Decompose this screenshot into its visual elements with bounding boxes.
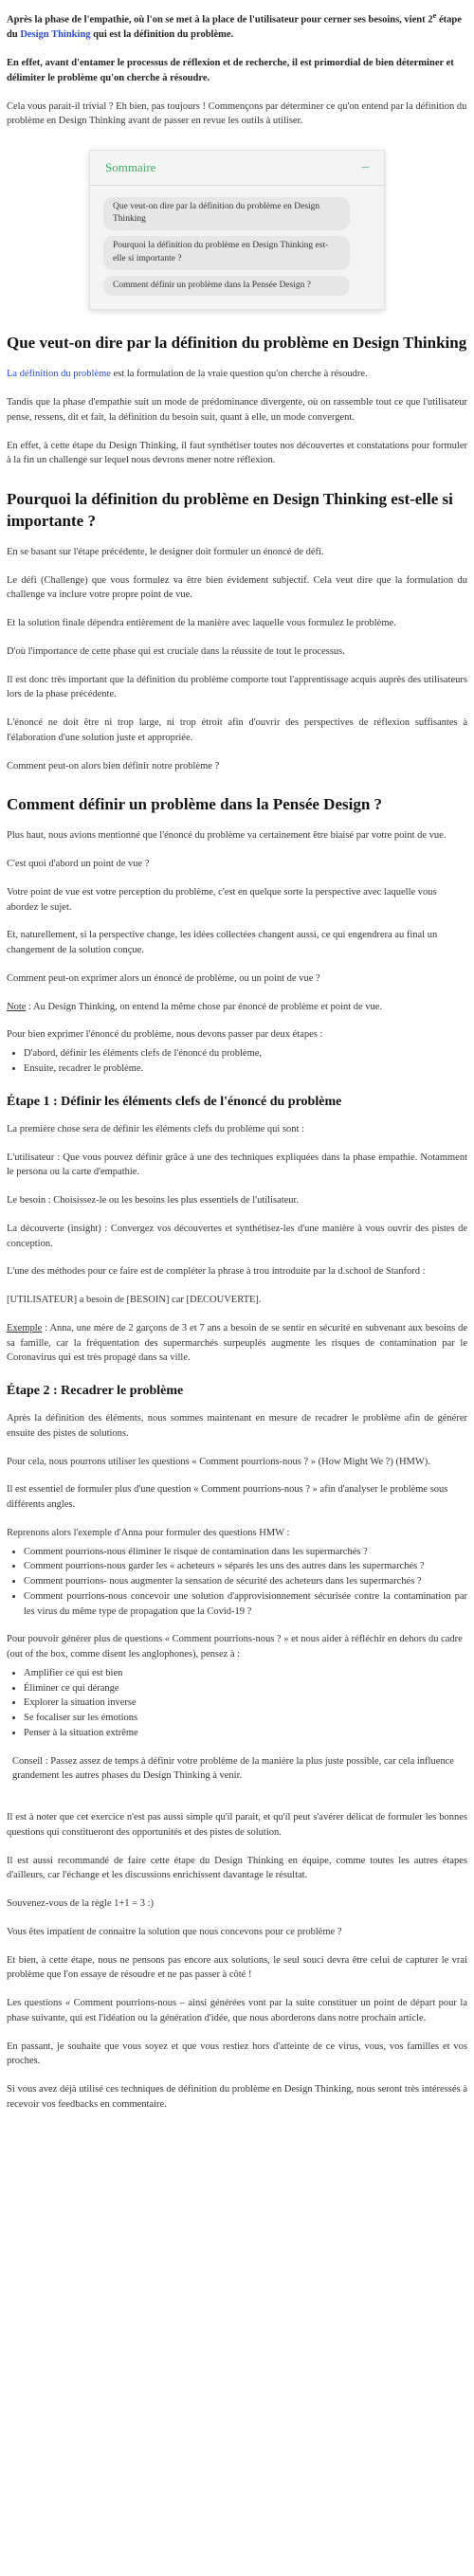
toc-item-how-to[interactable]: Comment définir un problème dans la Pensée Design ? — [103, 276, 350, 297]
paragraph: En effet, à cette étape du Design Thinking, il faut synthétiser toutes nos découvertes et constatations pour formuler à la fin un challenge sur lequel nous devrons mener notre réflexion. — [7, 440, 467, 466]
toc-title: Sommaire — [105, 160, 156, 174]
paragraph: L'énoncé ne doit être ni trop large, ni trop étroit afin d'ouvrir des perspectives de réflexion suffisantes à l'élaboration d'une solution juste et appropriée. — [7, 717, 467, 743]
intro-text: qui est la définition du problème. — [90, 29, 234, 41]
note-paragraph — [7, 1000, 467, 1015]
list-item: • Comment pourrions-nous éliminer le risque de contamination dans les supermarchés ? — [24, 1545, 467, 1560]
note-label: Note — [7, 1001, 27, 1012]
paragraph: Il est à noter que cet exercice n'est pas aussi simple qu'il parait, et qu'il peut s'avérer délicat de formuler les bonnes questions qui constitueront des opportunités et des pistes de solution. — [7, 1812, 467, 1838]
paragraph: Et, naturellement, si la perspective change, les idées collectées changent aussi, ce qui engendrera au final un changement de la solution conçue. — [7, 930, 438, 956]
hmw-questions-list — [7, 1545, 467, 1620]
list-item: • Penser à la situation extrême — [24, 1726, 467, 1741]
paragraph-text: est la formulation de la vraie question qu'on cherche à résoudre. — [110, 369, 368, 380]
example-label: Exemple — [7, 1322, 43, 1333]
toc-header — [90, 151, 384, 186]
list-item: • Comment pourrions-nous garder les « acheteurs » séparés les uns des autres dans les supermarchés ? — [24, 1559, 467, 1574]
toc-collapse-toggle[interactable]: – — [361, 159, 369, 175]
section-heading-definition: Que veut-on dire par la définition du problème en Design Thinking — [7, 334, 467, 353]
paragraph: Si vous avez déjà utilisé ces techniques de définition du problème en Design Thinking, nous seront très intéressés à recevoir vos feedbacks en commentaire. — [7, 2084, 467, 2110]
paragraph: Pour cela, nous pourrons utiliser les questions « Comment pourrions-nous ? » (How Might We ?) (HMW). — [7, 1456, 430, 1467]
tips-list — [7, 1666, 467, 1741]
paragraph: Tandis que la phase d'empathie suit un mode de prédominance divergente, où on rassemble tout ce que l'utilisateur pense, ressens, dit et fait, la définition du besoin suit, quant à elle, un mode convergent. — [7, 397, 467, 423]
intro-paragraph-1 — [7, 9, 467, 43]
paragraph: La première chose sera de définir les éléments clefs du problème qui sont : — [7, 1123, 305, 1134]
note-text: : Au Design Thinking, on entend la même chose par énoncé de problème et point de vue. — [26, 1001, 383, 1012]
paragraph: Votre point de vue est votre perception du problème, c'est en quelque sorte la perspective avec laquelle vous abordez le sujet. — [7, 886, 437, 913]
paragraph: Le défi (Challenge) que vous formulez va être bien évidement subjectif. Cela veut dire que la formulation du challenge va inclure votre propre point de vue. — [7, 574, 467, 601]
paragraph: En passant, je souhaite que vous soyez et que vous restiez hors d'atteinte de ce virus, vous, vos familles et vos proches. — [7, 2041, 467, 2067]
list-item: • Éliminer ce qui dérange — [24, 1681, 467, 1696]
intro-text: étape du — [7, 14, 462, 41]
toc-item-definition[interactable]: Que veut-on dire par la définition du problème en Design Thinking — [103, 197, 350, 231]
definition-link[interactable]: La définition du problème — [7, 369, 111, 380]
paragraph: Plus haut, nous avions mentionné que l'énoncé du problème va certainement être biaisé par votre point de vue. — [7, 830, 447, 842]
paragraph: Il est aussi recommandé de faire cette étape du Design Thinking en équipe, comme toutes les autres étapes d'ailleurs, car l'échange et les discussions enrichissent davantage le résultat. — [7, 1855, 467, 1881]
paragraph: Comment peut-on alors bien définir notre problème ? — [7, 760, 220, 771]
intro-paragraph-2: En effet, avant d'entamer le processus de réflexion et de recherche, il est primordial de bien déterminer et délimiter le problème qu'on cherche à résoudre. — [7, 58, 454, 83]
list-item: • Amplifier ce qui est bien — [24, 1666, 467, 1681]
list-item: • D'abord, définir les éléments clefs de l'énoncé du problème, — [24, 1046, 467, 1061]
list-item: • Ensuite, recadrer le problème. — [24, 1061, 467, 1077]
step2-heading: Étape 2 : Recadrer le problème — [7, 1384, 184, 1399]
paragraph: Souvenez-vous de la règle 1+1 = 3 :) — [7, 1898, 155, 1910]
paragraph: Vous êtes impatient de connaitre la solution que nous concevons pour ce problème ? — [7, 1926, 342, 1937]
paragraph: Et la solution finale dépendra entièrement de la manière avec laquelle vous formulez le problème. — [7, 618, 396, 629]
section-heading-importance: Pourquoi la définition du problème en Design Thinking est-elle si importante ? — [7, 490, 453, 530]
list-item: • Comment pourrions- nous augmenter la sensation de sécurité des acheteurs dans les supermarchés ? — [24, 1574, 467, 1589]
example-paragraph — [7, 1321, 467, 1366]
table-of-contents — [89, 150, 385, 310]
paragraph: Pour pouvoir générer plus de questions « Comment pourrions-nous ? » et nous aider à réfléchir en dehors du cadre (out of the box, comme disent les anglophones), pensez à : — [7, 1634, 463, 1660]
section-heading-how-to: Comment définir un problème dans la Pensée Design ? — [7, 795, 383, 814]
list-item: • Explorer la situation inverse — [24, 1696, 467, 1711]
paragraph: Et bien, à cette étape, nous ne pensons pas encore aux solutions, le seul souci devra être celui de capturer le vrai problème que l'on essaye de résoudre et ne pas passer à côté ! — [7, 1954, 467, 1981]
paragraph: Comment peut-on exprimer alors un énoncé de problème, ou un point de vue ? — [7, 972, 320, 984]
paragraph: La découverte (insight) : Convergez vos découvertes et synthétisez-les d'une manière à vous ouvrir des pistes de conception. — [7, 1223, 467, 1249]
list-item: • Se focaliser sur les émotions — [24, 1711, 467, 1726]
step1-heading: Étape 1 : Définir les éléments clefs de l'énoncé du problème — [7, 1094, 342, 1109]
paragraph: Il est donc très important que la définition du problème comporte tout l'apprentissage acquis auprès des utilisateurs lors de la phase précédente. — [7, 674, 467, 700]
paragraph: Après la définition des éléments, nous sommes maintenant en mesure de recadrer le problème afin de générer ensuite des pistes de solutions. — [7, 1413, 467, 1439]
paragraph — [7, 367, 467, 382]
paragraph: L'une des méthodes pour ce faire est de compléter la phrase à trou introduite par la d.school de Stanford : — [7, 1266, 426, 1278]
paragraph: Le besoin : Choisissez-le ou les besoins les plus essentiels de l'utilisateur. — [7, 1195, 300, 1206]
template-sentence: [UTILISATEUR] a besoin de [BESOIN] car [DECOUVERTE]. — [7, 1295, 262, 1306]
intro-paragraph-3: Cela vous parait-il trivial ? Eh bien, pas toujours ! Commençons par déterminer ce qu'on entend par la définition du problème en Design Thinking avant de passer en revue les outils à utiliser. — [7, 100, 467, 127]
paragraph: Il est essentiel de formuler plus d'une question « Comment pourrions-nous ? » afin d'analyser le problème sous différents angles. — [7, 1484, 448, 1511]
paragraph: D'où l'importance de cette phase qui est cruciale dans la réussite de tout le processus. — [7, 645, 345, 657]
intro-text: Après la phase de l'empathie, où l'on se met à la place de l'utilisateur pour cerner ses besoins, vient 2 — [7, 14, 433, 26]
paragraph: Reprenons alors l'exemple d'Anna pour formuler des questions HMW : — [7, 1527, 290, 1538]
paragraph: Pour bien exprimer l'énoncé du problème, nous devons passer par deux étapes : — [7, 1029, 323, 1041]
design-thinking-link[interactable]: Design Thinking — [20, 29, 91, 41]
paragraph: L'utilisateur : Que vous pouvez définir grâce à une des techniques expliquées dans la phase empathie. Notamment le persona ou la carte d'empathie. — [7, 1152, 467, 1178]
paragraph: Les questions « Comment pourrions-nous – ainsi générées vont par la suite constituer un point de départ pour la phase suivante, qui est l'idéation ou la génération d'idée, que nous aborderons dans notre prochain article. — [7, 1998, 467, 2023]
superscript: e — [432, 10, 437, 20]
list-item: • Comment pourrions-nous concevoir une solution d'approvisionnement sécurisée contre la contamination par les virus du même type de propagation que la Covid-19 ? — [24, 1589, 467, 1620]
steps-list — [7, 1046, 467, 1077]
paragraph: En se basant sur l'étape précédente, le designer doit formuler un énoncé de défi. — [7, 546, 324, 557]
paragraph: C'est quoi d'abord un point de vue ? — [7, 859, 150, 870]
toc-item-importance[interactable]: Pourquoi la définition du problème en Design Thinking est-elle si importante ? — [103, 236, 350, 270]
toc-list — [90, 186, 384, 297]
advice-paragraph: Conseil : Passez assez de temps à définir votre problème de la manière la plus juste possible, car cela influence grandement les autres phases du Design Thinking à venir. — [12, 1755, 454, 1782]
example-text: : Anna, une mère de 2 garçons de 3 et 7 ans a besoin de se sentir en sécurité en subvenant aux besoins de sa famille, car la fréquentation des supermarchés surpeuplés augmente les risques de contamination par le Coronavirus qui est très propagé dans sa ville. — [7, 1322, 467, 1364]
